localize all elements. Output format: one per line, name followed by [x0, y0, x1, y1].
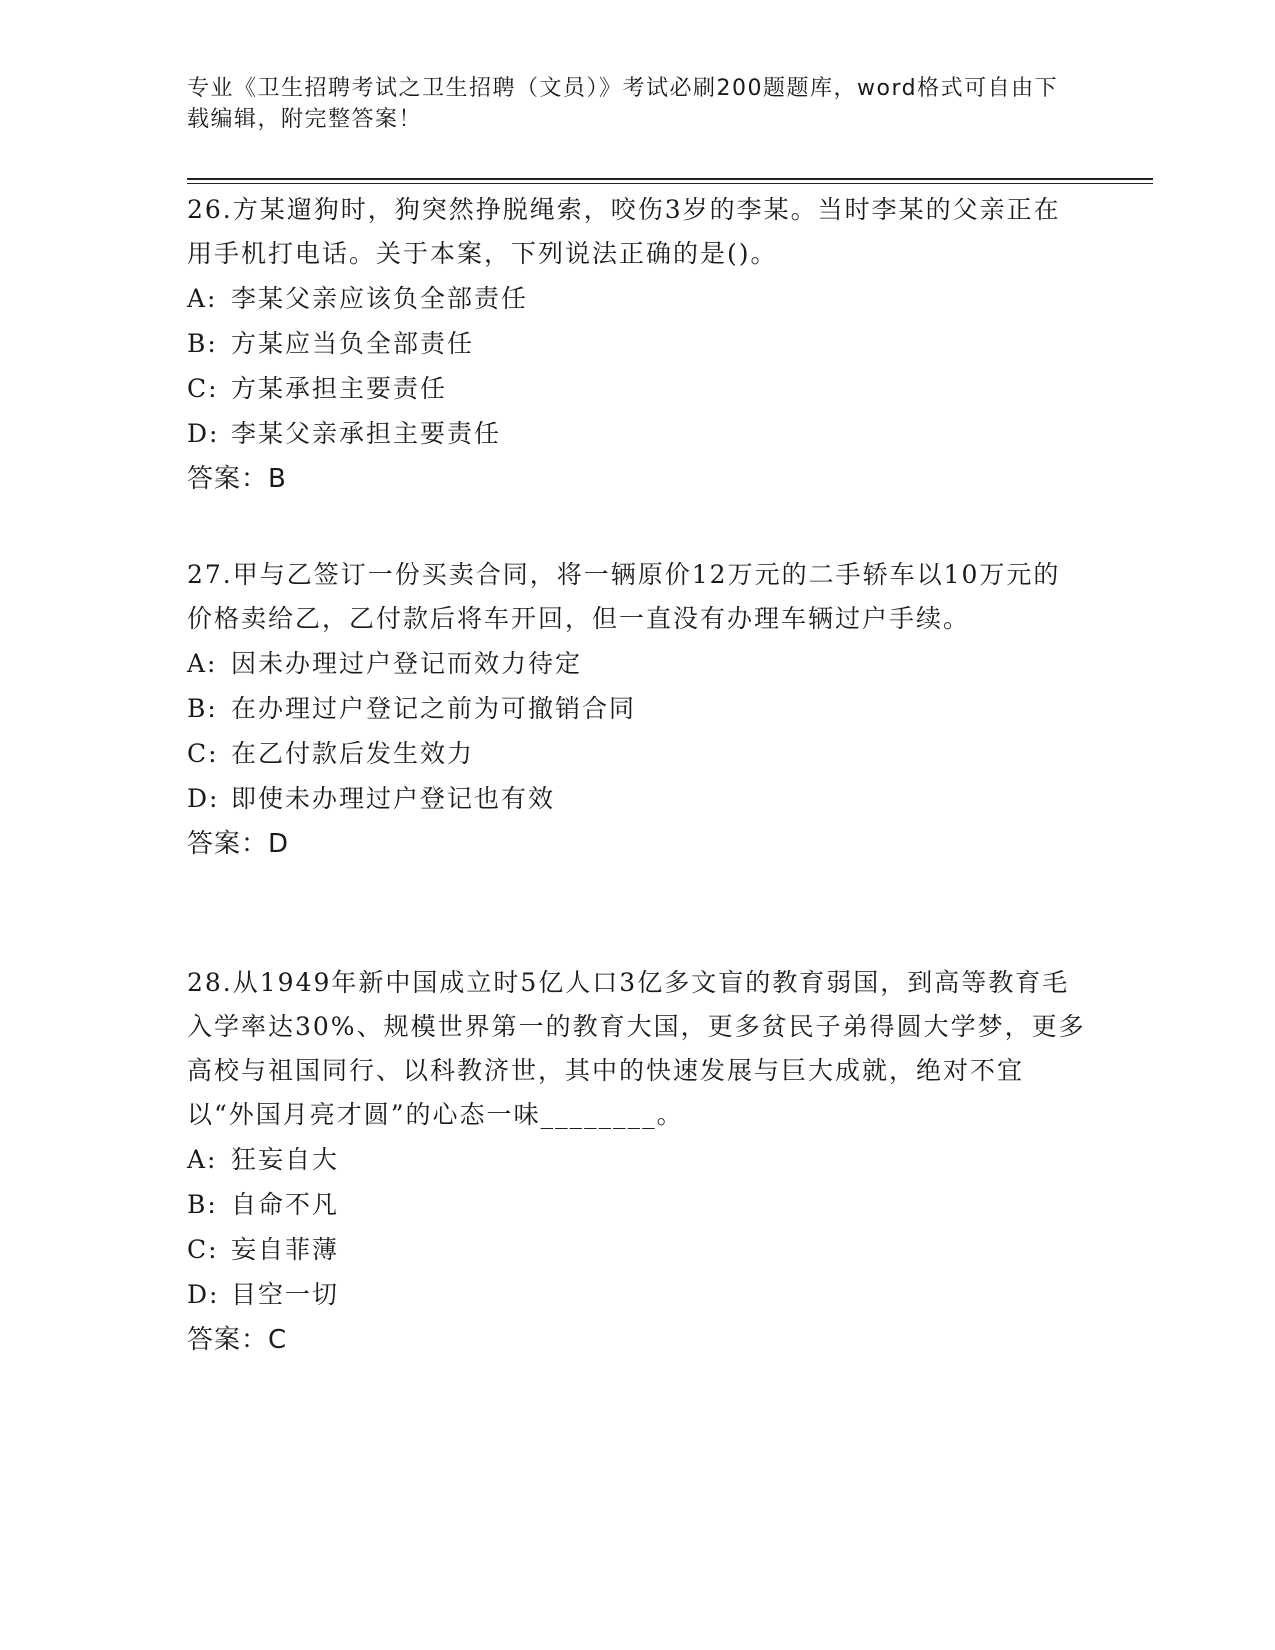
- answer: 答案：C: [187, 1325, 288, 1355]
- option-d: [187, 776, 1087, 821]
- option-c: [187, 1227, 1087, 1272]
- option-letter: C:: [187, 374, 219, 403]
- answer: 答案：B: [187, 464, 287, 494]
- option-letter: D:: [187, 1280, 220, 1309]
- question-text: 26.方某遛狗时，狗突然挣脱绳索，咬伤3岁的李某。当时李某的父亲正在用手机打电话。关于本案，下列说法正确的是()。: [187, 195, 1061, 268]
- option-letter: B:: [187, 694, 218, 723]
- option-letter: B:: [187, 329, 218, 358]
- option-letter: A:: [187, 649, 218, 678]
- option-letter: A:: [187, 1145, 218, 1174]
- option-letter: A:: [187, 284, 218, 313]
- option-a: [187, 276, 1087, 321]
- option-text: 方某应当负全部责任: [231, 329, 475, 358]
- answer: 答案：D: [187, 829, 290, 859]
- option-a: [187, 641, 1087, 686]
- question-26: [187, 188, 1087, 502]
- option-text: 因未办理过户登记而效力待定: [231, 649, 583, 678]
- document-header: 专业《卫生招聘考试之卫生招聘（文员）》考试必刷200题题库，word格式可自由下载编辑，附完整答案！: [187, 76, 1059, 132]
- option-letter: D:: [187, 419, 220, 448]
- header-divider-thick: [187, 178, 1153, 180]
- option-letter: B:: [187, 1190, 218, 1219]
- option-d: [187, 1272, 1087, 1317]
- option-text: 目空一切: [231, 1280, 340, 1309]
- option-text: 自命不凡: [231, 1190, 340, 1219]
- question-27: [187, 553, 1087, 867]
- option-text: 李某父亲应该负全部责任: [231, 284, 529, 313]
- option-text: 在办理过户登记之前为可撤销合同: [231, 694, 637, 723]
- option-b: [187, 321, 1087, 366]
- option-letter: C:: [187, 739, 219, 768]
- option-a: [187, 1137, 1087, 1182]
- option-d: [187, 411, 1087, 456]
- header-divider-thin: [187, 183, 1153, 184]
- option-c: [187, 731, 1087, 776]
- option-text: 李某父亲承担主要责任: [231, 419, 502, 448]
- option-text: 在乙付款后发生效力: [231, 739, 475, 768]
- option-letter: C:: [187, 1235, 219, 1264]
- option-b: [187, 686, 1087, 731]
- option-b: [187, 1182, 1087, 1227]
- option-c: [187, 366, 1087, 411]
- question-text: 27.甲与乙签订一份买卖合同，将一辆原价12万元的二手轿车以10万元的价格卖给乙，乙付款后将车开回，但一直没有办理车辆过户手续。: [187, 560, 1061, 633]
- question-text: 28.从1949年新中国成立时5亿人口3亿多文盲的教育弱国，到高等教育毛入学率达30%、规模世界第一的教育大国，更多贫民子弟得圆大学梦，更多高校与祖国同行、以科教济世，其中的快速发展与巨大成就，绝对不宜以“外国月亮才圆”的心态一味________。: [187, 968, 1086, 1129]
- option-text: 妄自菲薄: [231, 1235, 340, 1264]
- option-letter: D:: [187, 784, 220, 813]
- question-28: [187, 961, 1087, 1363]
- option-text: 狂妄自大: [231, 1145, 340, 1174]
- option-text: 方某承担主要责任: [231, 374, 448, 403]
- option-text: 即使未办理过户登记也有效: [231, 784, 556, 813]
